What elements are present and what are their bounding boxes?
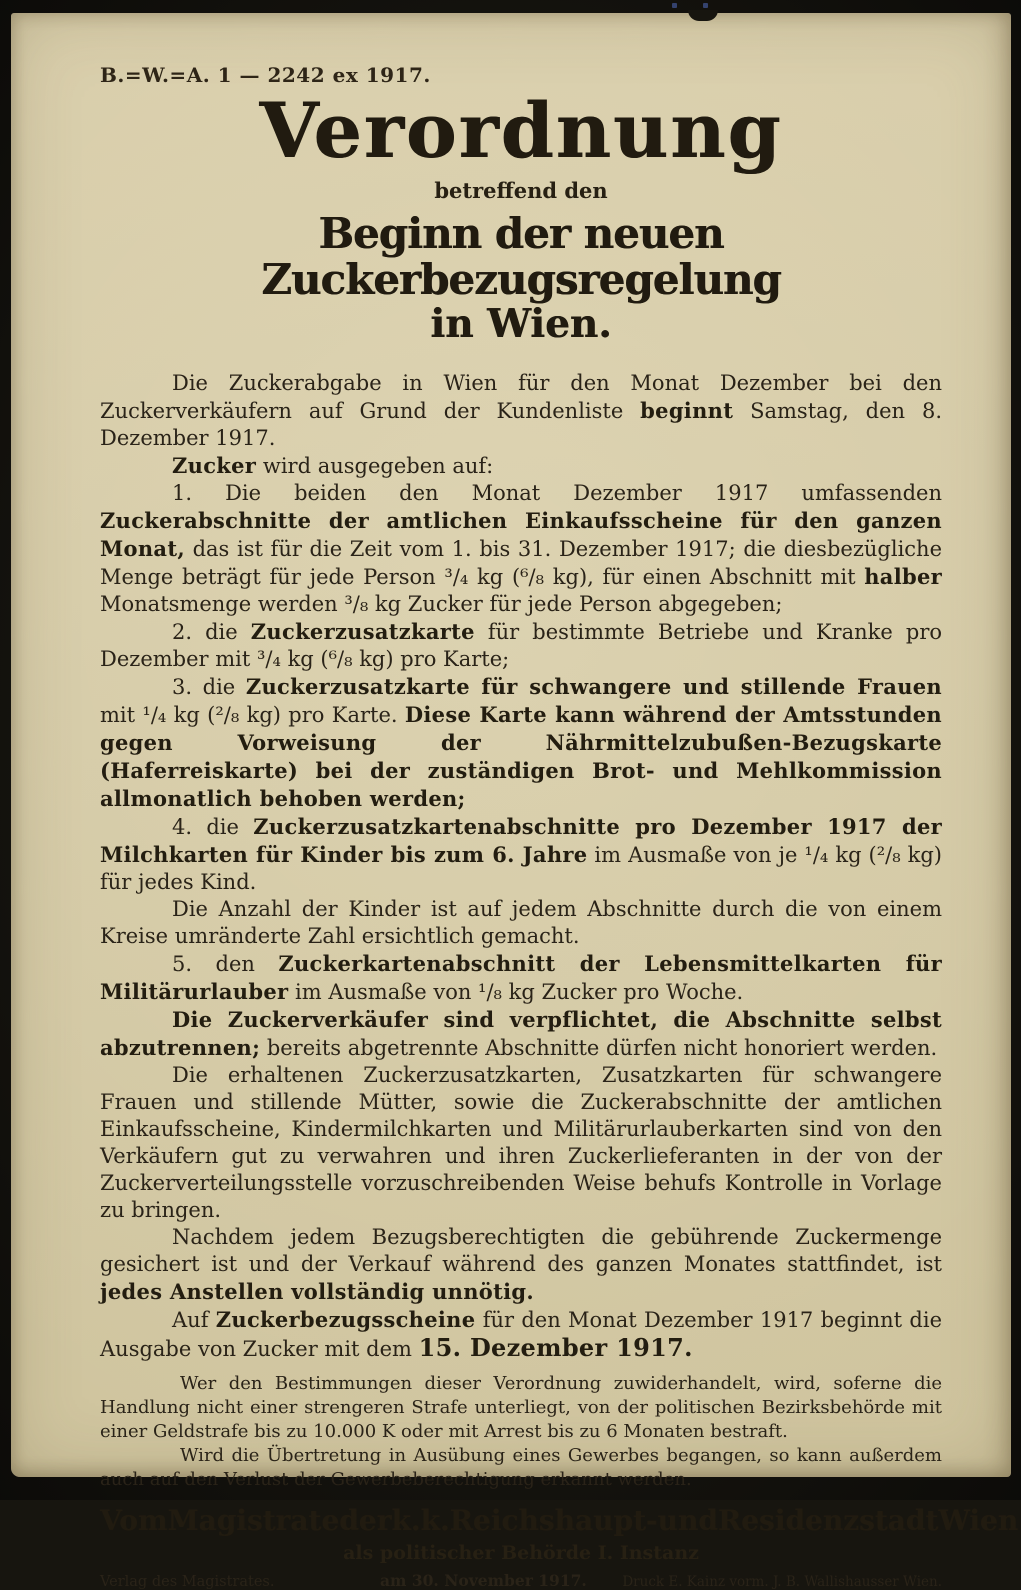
- text-segment: halber: [864, 564, 942, 590]
- authority-word: k.: [420, 1504, 450, 1538]
- text-segment: Zuckerbezugsscheine: [215, 1307, 476, 1333]
- authority-word: und: [657, 1504, 718, 1538]
- paragraph: [100, 370, 942, 452]
- text-segment: wird ausgegeben auf:: [256, 454, 494, 479]
- text-segment: für bestimmte Betriebe und Kranke pro Dezember mit ³/₄ kg (⁶/₈ kg) pro Karte;: [100, 620, 942, 672]
- text-segment: Zuckerzusatzkarte für schwangere und stillende Frauen: [245, 674, 943, 700]
- authority-word: Vom: [100, 1504, 168, 1538]
- paragraph: [100, 1306, 942, 1363]
- text-segment: beginnt: [640, 398, 734, 424]
- text-segment: mit ¹/₄ kg (²/₈ kg) pro Karte.: [100, 703, 405, 728]
- text-segment: 15. Dezember 1917.: [418, 1333, 693, 1363]
- authority-word: der: [339, 1504, 392, 1538]
- text-segment: Samstag, den 8. Dezember 1917.: [100, 399, 942, 451]
- authority-subline: als politischer Behörde I. Instanz: [343, 1542, 699, 1565]
- text-segment: im Ausmaße von ¹/₈ kg Zucker pro Woche.: [288, 980, 744, 1005]
- text-segment: Zuckerzusatzkartenabschnitte pro Dezember 1917 der Milchkarten für Kinder bis zum 6. Jahre: [100, 814, 942, 868]
- paragraph: [100, 1444, 942, 1492]
- paragraph: [100, 1006, 942, 1062]
- text-segment: Wer den Bestimmungen dieser Verordnung zuwiderhandelt, wird, soferne die Handlung nicht einer strengeren Strafe unterliegt, von der politischen Bezirksbehörde mit einer Geldstrafe bis zu 10.000 K oder mit Arrest bis zu 6 Monaten bestraft.: [100, 1373, 942, 1443]
- authority-word: k.: [391, 1504, 421, 1538]
- paragraph: [100, 480, 942, 618]
- text-segment: Zuckerkartenabschnitt der Lebensmittelkarten für Militärurlauber: [100, 951, 942, 1005]
- page-title: Verordnung: [259, 86, 783, 175]
- text-segment: Zuckerzusatzkarte: [250, 619, 475, 645]
- text-segment: jedes Anstellen vollständig unnötig.: [100, 1279, 534, 1305]
- text-segment: 3. die: [172, 675, 246, 700]
- paragraph: [100, 618, 942, 673]
- text-segment: bereits abgetrennte Abschnitte dürfen nicht honoriert werden.: [260, 1036, 938, 1061]
- text-segment: Zuckerabschnitte der amtlichen Einkaufsscheine für den ganzen Monat,: [100, 508, 942, 562]
- edge-mark-dot: [703, 3, 708, 8]
- text-segment: Die erhaltenen Zuckerzusatzkarten, Zusatzkarten für schwangere Frauen und stillende Mütter, sowie die Zuckerabschnitte der amtlichen Einkaufsscheine, Kindermilchkarten und Militärurlauberkarten sind von den Verkäufern gut zu verwahren und ihren Zuckerlieferanten in der von der Zuckerverteilungsstelle vorzuschreibenden Weise behufs Kontrolle in Vorlage zu bringen.: [100, 1063, 942, 1223]
- paragraph: [100, 813, 942, 896]
- poster-content: [100, 13, 1019, 1590]
- paragraph: [100, 1062, 942, 1224]
- paragraph: [100, 673, 942, 813]
- text-segment: Zucker: [172, 453, 257, 479]
- paragraph: [100, 1224, 942, 1306]
- issue-date: am 30. November 1917.: [380, 1571, 587, 1590]
- printer-imprint: Druck E. Kainz vorm. J. B. Wallishausser Wien.: [622, 1574, 942, 1590]
- authority-word: Reichshaupt-: [449, 1504, 658, 1538]
- poster-paper: [11, 13, 1019, 1590]
- paragraph: [100, 1372, 942, 1444]
- reference-number: B.=W.=A. 1 — 2242 ex 1917.: [100, 63, 431, 87]
- text-segment: im Ausmaße von je ¹/₄ kg (²/₈ kg) für jedes Kind.: [100, 843, 943, 895]
- text-segment: 1. Die beiden den Monat Dezember 1917 umfassenden: [172, 481, 942, 506]
- edge-mark-dot: [672, 3, 677, 8]
- paragraph: [100, 452, 942, 480]
- document-body: [100, 370, 942, 1492]
- text-segment: Auf: [172, 1308, 216, 1333]
- paragraph: [100, 896, 942, 950]
- text-segment: Die Anzahl der Kinder ist auf jedem Abschnitte durch die von einem Kreise umränderte Zahl ersichtlich gemacht.: [100, 897, 942, 949]
- subject-heading-line1: Beginn der neuen Zuckerbezugsregelung: [261, 209, 781, 305]
- text-segment: Die Zuckerabgabe in Wien für den Monat Dezember bei den Zuckerverkäufern auf Grund der Kundenliste: [100, 371, 942, 424]
- authority-word: Magistrate: [167, 1504, 340, 1538]
- publisher-imprint: Verlag des Magistrates.: [100, 1574, 275, 1590]
- text-segment: Die Zuckerverkäufer sind verpflichtet, die Abschnitte selbst abzutrennen;: [100, 1007, 942, 1061]
- subject-heading-line2: in Wien.: [430, 301, 612, 348]
- authority-word: Residenzstadt: [717, 1504, 939, 1538]
- text-segment: Monatsmenge werden ³/₈ kg Zucker für jede Person abgegeben;: [100, 592, 783, 617]
- title-connector: betreffend den: [434, 178, 608, 203]
- text-segment: Diese Karte kann während der Amtsstunden gegen Vorweisung der Nährmittelzubußen-Bezugskarte (Haferreiskarte) bei der zuständigen Brot- und Mehlkommission allmonatlich behoben werden;: [100, 702, 943, 812]
- authority-word: Wien: [938, 1504, 1019, 1538]
- paragraph: [100, 950, 942, 1006]
- text-segment: 2. die: [172, 620, 251, 645]
- text-segment: 5. den: [172, 952, 279, 977]
- imprint-row: [100, 1571, 942, 1590]
- text-segment: Wird die Übertretung in Ausübung eines Gewerbes begangen, so kann außerdem auch auf den Verlust der Gewerbeberechtigung erkannt werden.: [100, 1445, 942, 1491]
- text-segment: Nachdem jedem Bezugsberechtigten die gebührende Zuckermenge gesichert ist und der Verkauf während des ganzen Monates stattfindet, ist: [100, 1225, 942, 1277]
- text-segment: das ist für die Zeit vom 1. bis 31. Dezember 1917; die diesbezügliche Menge beträgt für jede Person ³/₄ kg (⁶/₈ kg), für einen Abschnitt mit: [100, 537, 942, 590]
- issuing-authority: [100, 1504, 1019, 1538]
- text-segment: 4. die: [172, 815, 254, 840]
- text-segment: für den Monat Dezember 1917 beginnt die Ausgabe von Zucker mit dem: [100, 1308, 942, 1362]
